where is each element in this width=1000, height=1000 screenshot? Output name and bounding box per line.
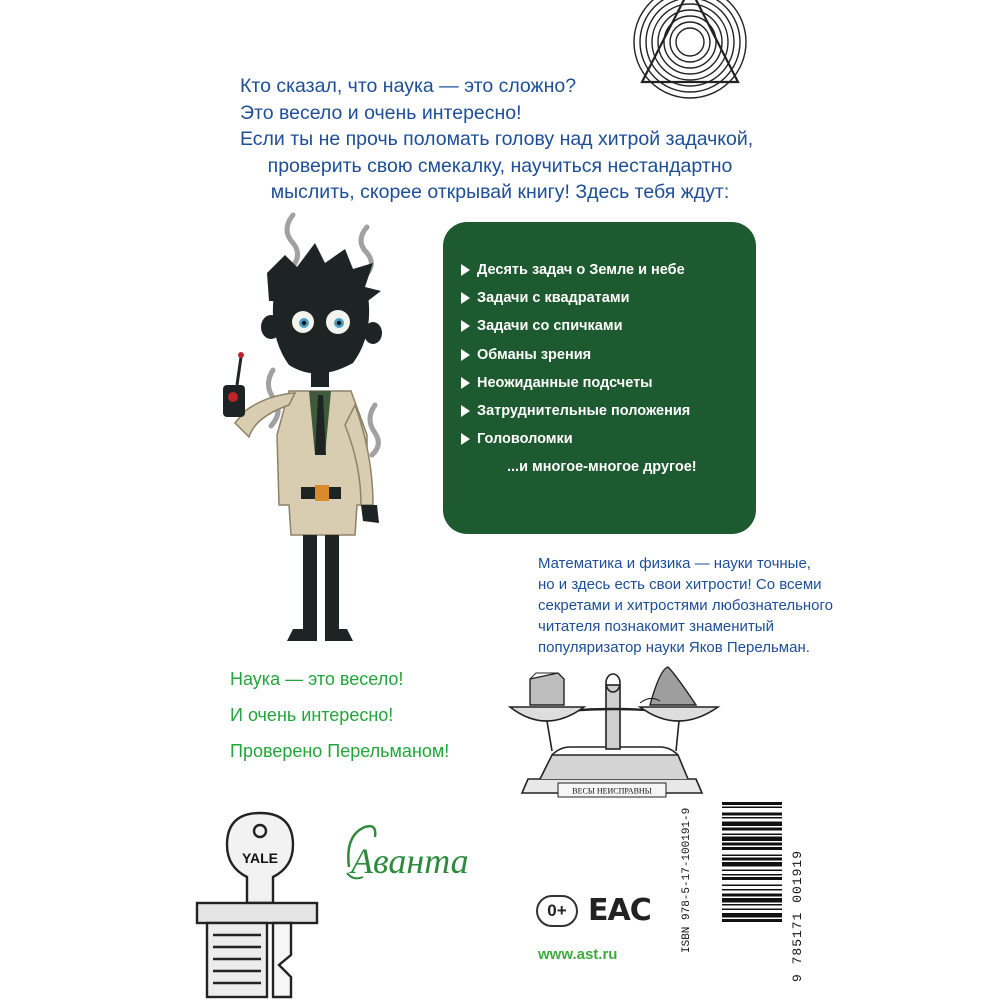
- barcode-bar: [722, 847, 782, 850]
- barcode-bar: [722, 855, 782, 857]
- barcode-digits: 9 785171 001919: [790, 849, 805, 982]
- barcode-bar: [722, 802, 782, 805]
- topics-more: ...и многое-многое другое!: [507, 459, 697, 476]
- publisher-logo-text: Аванта: [351, 841, 469, 881]
- topic-item: Обманы зрения: [461, 345, 756, 373]
- description-line: популяризатор науки Яков Перельман.: [538, 639, 810, 656]
- barcode-bar: [722, 807, 782, 809]
- intro-line: Это весело и очень интересно!: [240, 101, 522, 124]
- key-illustration: [195, 805, 325, 1000]
- topic-item: Затруднительные положения: [461, 401, 756, 429]
- barcode-bar: [722, 837, 782, 842]
- barcode-bar: [722, 822, 782, 827]
- intro-text: [240, 73, 820, 206]
- topic-item: Десять задач о Земле и небе: [461, 260, 756, 288]
- barcode-bar: [722, 904, 782, 906]
- description-line: читателя познакомит знаменитый: [538, 618, 774, 635]
- barcode-bar: [722, 909, 782, 911]
- slogan-line: Наука — это весело!: [230, 669, 404, 689]
- scientist-illustration: [205, 205, 415, 650]
- barcode-bar: [722, 870, 782, 872]
- barcode-bar: [722, 913, 782, 918]
- intro-line: проверить свою смекалку, научиться нестандартно: [267, 154, 733, 177]
- slogans: [230, 668, 449, 776]
- barcode-bar: [722, 889, 782, 891]
- intro-line: мыслить, скорее открывай книгу! Здесь тебя ждут:: [270, 181, 730, 203]
- topic-item: Задачи со спичками: [461, 316, 756, 344]
- barcode-bar: [722, 862, 782, 867]
- barcode-bar: [722, 834, 782, 836]
- barcode-bar: [722, 874, 782, 876]
- barcode-bar: [722, 885, 782, 887]
- balance-scale-illustration: [500, 655, 730, 805]
- barcode-bar: [722, 828, 782, 831]
- topic-item: Головоломки: [461, 429, 756, 457]
- barcode-bar: [722, 919, 782, 922]
- intro-line: Если ты не прочь поломать голову над хитрой задачкой,: [240, 128, 754, 150]
- slogan-line: И очень интересно!: [230, 705, 394, 725]
- barcode-bar: [722, 813, 782, 816]
- topics-list: [443, 222, 756, 486]
- intro-line: Кто сказал, что наука — это сложно?: [240, 75, 577, 97]
- topic-item: Неожиданные подсчеты: [461, 373, 756, 401]
- barcode-bar: [722, 843, 782, 846]
- scale-caption: ВЕСЫ НЕИСПРАВНЫ: [572, 786, 652, 796]
- barcode: [722, 800, 782, 982]
- isbn-number: ISBN 978-5-17-100191-9: [681, 807, 693, 953]
- barcode-bar: [722, 877, 782, 880]
- publisher-logo: [335, 815, 485, 895]
- description-line: Математика и физика — науки точные,: [538, 555, 811, 572]
- barcode-bar: [722, 894, 782, 897]
- description-line: но и здесь есть свои хитрости! Со всеми: [538, 576, 822, 593]
- description-text: [538, 553, 868, 658]
- website-url: www.ast.ru: [538, 946, 618, 963]
- topics-panel: [443, 222, 756, 534]
- barcode-bar: [722, 898, 782, 903]
- eac-certification-mark: ЕАС: [588, 893, 651, 928]
- barcode-bar: [722, 817, 782, 819]
- slogan-line: Проверено Перельманом!: [230, 741, 450, 761]
- topic-item: Задачи с квадратами: [461, 288, 756, 316]
- description-line: секретами и хитростями любознательного: [538, 597, 833, 614]
- barcode-bar: [722, 858, 782, 861]
- age-rating-badge: 0+: [536, 895, 578, 927]
- key-label: YALE: [241, 850, 279, 866]
